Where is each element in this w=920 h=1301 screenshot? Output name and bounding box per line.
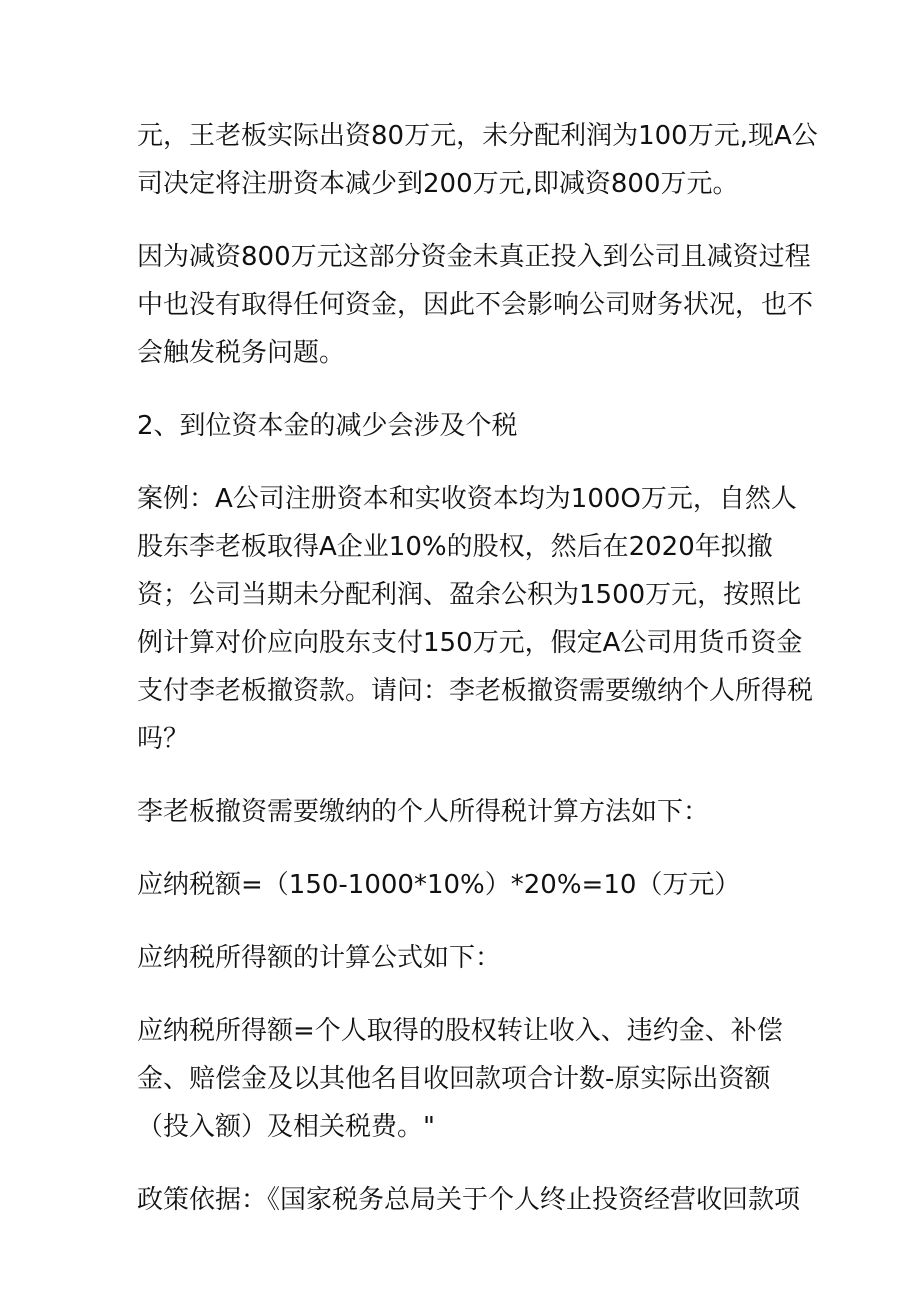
text-line: 吗？: [137, 724, 190, 754]
text-line: 应纳税所得额=个人取得的股权转让收入、违约金、补偿: [137, 1016, 783, 1046]
text-line: 应纳税所得额的计算公式如下：: [137, 943, 502, 973]
paragraph-no-tax-explanation: [137, 233, 814, 377]
paragraph-taxable-income-intro: [137, 934, 787, 982]
text-line: 元，王老板实际出资80万元，未分配利润为100万元,现A公: [137, 121, 818, 151]
text-line: 2、到位资本金的减少会涉及个税: [137, 411, 518, 441]
text-line: 案例：A公司注册资本和实收资本均为100O万元，自然人: [137, 484, 797, 514]
text-line: 资；公司当期未分配利润、盈余公积为1500万元，按照比: [137, 580, 802, 610]
text-line: 股东李老板取得A企业10%的股权，然后在2020年拟撤: [137, 532, 773, 562]
paragraph-calculation-intro: [137, 788, 787, 836]
text-line: 因为减资800万元这部分资金未真正投入到公司且减资过程: [137, 242, 811, 272]
text-line: 应纳税额=（150-1000*10%）*20%=10（万元）: [137, 870, 741, 900]
text-line: 会触发税务问题。: [137, 338, 346, 368]
text-line: 政策依据：《国家税务总局关于个人终止投资经营收回款项: [137, 1185, 801, 1215]
paragraph-case-study: [137, 475, 814, 763]
text-line: 李老板撤资需要缴纳的个人所得税计算方法如下：: [137, 797, 710, 827]
text-line: 例计算对价应向股东支付150万元，假定A公司用货币资金: [137, 628, 803, 658]
paragraph-policy-basis: [137, 1176, 801, 1224]
text-line: （投入额）及相关税费。": [137, 1112, 435, 1142]
section-heading-2: [137, 402, 787, 450]
paragraph-tax-formula: [137, 861, 787, 909]
text-line: 金、赔偿金及以其他名目收回款项合计数-原实际出资额: [137, 1064, 771, 1094]
text-line: 支付李老板撤资款。请问：李老板撤资需要缴纳个人所得税: [137, 676, 814, 706]
paragraph-capital-reduction-example: [137, 112, 818, 208]
document-body: [137, 112, 818, 1249]
paragraph-taxable-income-formula: [137, 1007, 787, 1151]
text-line: 中也没有取得任何资金，因此不会影响公司财务状况，也不: [137, 290, 814, 320]
text-line: 司决定将注册资本减少到200万元,即减资800万元。: [137, 169, 739, 199]
